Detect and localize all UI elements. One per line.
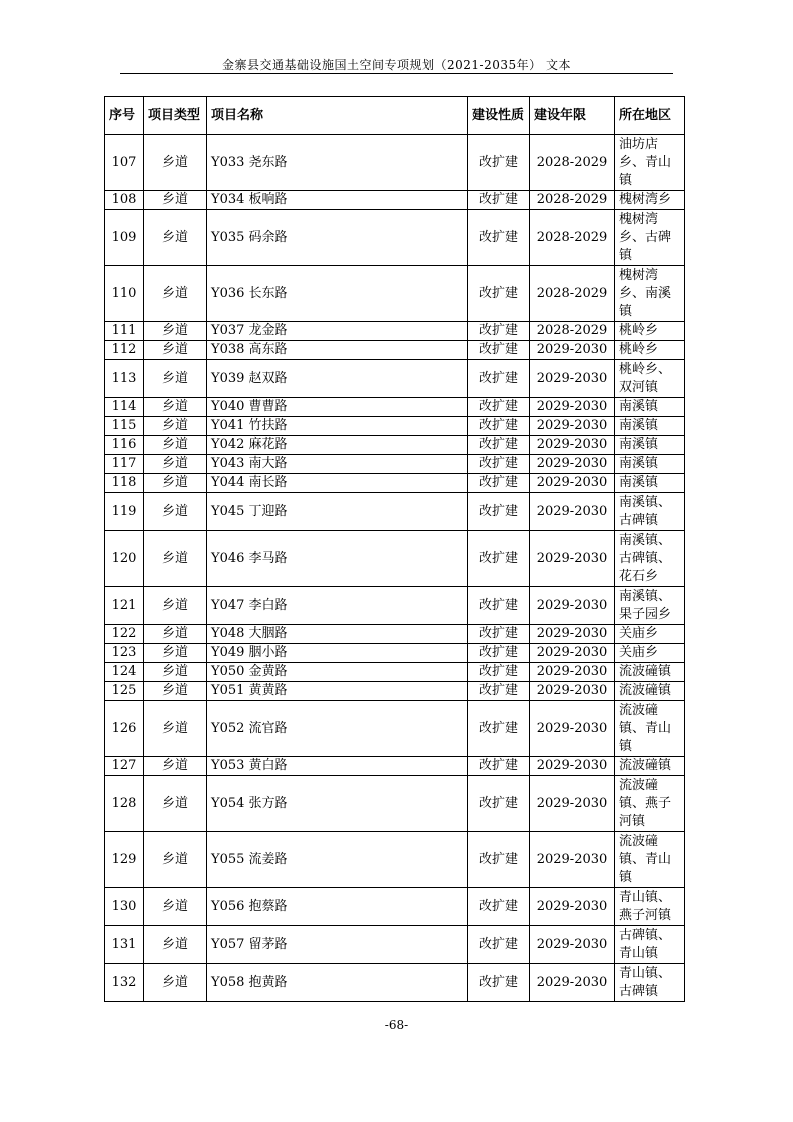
cell-type: 乡道	[144, 135, 207, 191]
col-header-period: 建设年限	[530, 97, 615, 135]
cell-nature: 改扩建	[468, 682, 530, 701]
cell-name: Y036 长东路	[207, 266, 468, 322]
cell-period: 2029-2030	[530, 398, 615, 417]
cell-name: Y035 码余路	[207, 210, 468, 266]
cell-index: 119	[105, 493, 144, 531]
table-row	[105, 341, 685, 360]
cell-type: 乡道	[144, 964, 207, 1002]
table-row	[105, 360, 685, 398]
cell-index: 121	[105, 587, 144, 625]
cell-index: 110	[105, 266, 144, 322]
cell-period: 2029-2030	[530, 663, 615, 682]
col-header-region: 所在地区	[615, 97, 685, 135]
cell-name: Y053 黄白路	[207, 757, 468, 776]
cell-type: 乡道	[144, 701, 207, 757]
cell-nature: 改扩建	[468, 644, 530, 663]
cell-type: 乡道	[144, 682, 207, 701]
cell-period: 2029-2030	[530, 360, 615, 398]
table-row	[105, 682, 685, 701]
cell-index: 123	[105, 644, 144, 663]
table-row	[105, 663, 685, 682]
cell-name: Y043 南大路	[207, 455, 468, 474]
cell-nature: 改扩建	[468, 663, 530, 682]
cell-period: 2028-2029	[530, 322, 615, 341]
cell-index: 112	[105, 341, 144, 360]
table-row	[105, 191, 685, 210]
cell-region: 南溪镇、古碑镇	[615, 493, 685, 531]
table-row	[105, 888, 685, 926]
cell-name: Y049 胭小路	[207, 644, 468, 663]
cell-region: 流波䃥镇、青山镇	[615, 832, 685, 888]
table-row	[105, 135, 685, 191]
cell-index: 124	[105, 663, 144, 682]
cell-index: 128	[105, 776, 144, 832]
cell-nature: 改扩建	[468, 474, 530, 493]
cell-index: 127	[105, 757, 144, 776]
cell-period: 2029-2030	[530, 757, 615, 776]
cell-period: 2029-2030	[530, 701, 615, 757]
col-header-index: 序号	[105, 97, 144, 135]
cell-region: 槐树湾乡	[615, 191, 685, 210]
cell-name: Y038 高东路	[207, 341, 468, 360]
cell-period: 2028-2029	[530, 135, 615, 191]
cell-nature: 改扩建	[468, 587, 530, 625]
table-row	[105, 474, 685, 493]
cell-region: 流波䃥镇、燕子河镇	[615, 776, 685, 832]
cell-period: 2028-2029	[530, 210, 615, 266]
table-row	[105, 644, 685, 663]
cell-nature: 改扩建	[468, 926, 530, 964]
cell-region: 槐树湾乡、南溪镇	[615, 266, 685, 322]
cell-type: 乡道	[144, 776, 207, 832]
document-header: 金寨县交通基础设施国土空间专项规划（2021-2035年） 文本	[222, 58, 571, 72]
table-header-row	[105, 97, 685, 135]
cell-type: 乡道	[144, 757, 207, 776]
cell-name: Y056 抱蔡路	[207, 888, 468, 926]
table-row	[105, 625, 685, 644]
cell-type: 乡道	[144, 210, 207, 266]
table-body	[105, 135, 685, 1002]
cell-nature: 改扩建	[468, 531, 530, 587]
cell-region: 流波䃥镇	[615, 663, 685, 682]
cell-index: 120	[105, 531, 144, 587]
cell-type: 乡道	[144, 493, 207, 531]
table-row	[105, 322, 685, 341]
cell-index: 107	[105, 135, 144, 191]
table-row	[105, 266, 685, 322]
cell-type: 乡道	[144, 398, 207, 417]
table-row	[105, 398, 685, 417]
cell-name: Y041 竹扶路	[207, 417, 468, 436]
cell-type: 乡道	[144, 587, 207, 625]
cell-period: 2029-2030	[530, 625, 615, 644]
table-row	[105, 832, 685, 888]
cell-period: 2029-2030	[530, 455, 615, 474]
cell-region: 流波䃥镇	[615, 682, 685, 701]
cell-index: 117	[105, 455, 144, 474]
col-header-name: 项目名称	[207, 97, 468, 135]
cell-nature: 改扩建	[468, 436, 530, 455]
cell-nature: 改扩建	[468, 398, 530, 417]
cell-name: Y033 尧东路	[207, 135, 468, 191]
cell-nature: 改扩建	[468, 266, 530, 322]
cell-index: 109	[105, 210, 144, 266]
cell-period: 2029-2030	[530, 436, 615, 455]
table-row	[105, 964, 685, 1002]
cell-index: 114	[105, 398, 144, 417]
cell-index: 113	[105, 360, 144, 398]
cell-name: Y039 赵双路	[207, 360, 468, 398]
cell-region: 流波䃥镇	[615, 757, 685, 776]
cell-region: 古碑镇、青山镇	[615, 926, 685, 964]
cell-period: 2029-2030	[530, 776, 615, 832]
cell-nature: 改扩建	[468, 417, 530, 436]
cell-name: Y050 金黄路	[207, 663, 468, 682]
cell-name: Y051 黄黄路	[207, 682, 468, 701]
cell-type: 乡道	[144, 266, 207, 322]
table-row	[105, 926, 685, 964]
cell-region: 关庙乡	[615, 644, 685, 663]
table-row	[105, 455, 685, 474]
table-row	[105, 701, 685, 757]
cell-type: 乡道	[144, 663, 207, 682]
cell-type: 乡道	[144, 417, 207, 436]
cell-index: 111	[105, 322, 144, 341]
table-row	[105, 210, 685, 266]
cell-nature: 改扩建	[468, 701, 530, 757]
cell-nature: 改扩建	[468, 625, 530, 644]
cell-type: 乡道	[144, 625, 207, 644]
cell-name: Y055 流姜路	[207, 832, 468, 888]
cell-region: 桃岭乡	[615, 341, 685, 360]
cell-nature: 改扩建	[468, 135, 530, 191]
table-row	[105, 587, 685, 625]
cell-period: 2029-2030	[530, 417, 615, 436]
cell-index: 115	[105, 417, 144, 436]
cell-region: 槐树湾乡、古碑镇	[615, 210, 685, 266]
cell-name: Y048 大胭路	[207, 625, 468, 644]
cell-index: 116	[105, 436, 144, 455]
cell-type: 乡道	[144, 888, 207, 926]
cell-region: 桃岭乡	[615, 322, 685, 341]
cell-name: Y058 抱黄路	[207, 964, 468, 1002]
cell-nature: 改扩建	[468, 191, 530, 210]
cell-nature: 改扩建	[468, 776, 530, 832]
cell-period: 2028-2029	[530, 191, 615, 210]
cell-nature: 改扩建	[468, 322, 530, 341]
col-header-type: 项目类型	[144, 97, 207, 135]
cell-index: 126	[105, 701, 144, 757]
cell-region: 流波䃥镇、青山镇	[615, 701, 685, 757]
cell-name: Y047 李白路	[207, 587, 468, 625]
cell-name: Y034 板响路	[207, 191, 468, 210]
cell-type: 乡道	[144, 341, 207, 360]
cell-period: 2029-2030	[530, 587, 615, 625]
col-header-nature: 建设性质	[468, 97, 530, 135]
cell-index: 131	[105, 926, 144, 964]
table-row	[105, 417, 685, 436]
table-row	[105, 531, 685, 587]
cell-region: 青山镇、古碑镇	[615, 964, 685, 1002]
cell-period: 2029-2030	[530, 964, 615, 1002]
cell-type: 乡道	[144, 191, 207, 210]
cell-nature: 改扩建	[468, 341, 530, 360]
cell-name: Y044 南长路	[207, 474, 468, 493]
cell-nature: 改扩建	[468, 493, 530, 531]
cell-nature: 改扩建	[468, 832, 530, 888]
cell-region: 桃岭乡、双河镇	[615, 360, 685, 398]
cell-name: Y052 流官路	[207, 701, 468, 757]
cell-index: 122	[105, 625, 144, 644]
cell-type: 乡道	[144, 644, 207, 663]
cell-nature: 改扩建	[468, 455, 530, 474]
cell-type: 乡道	[144, 455, 207, 474]
table-row	[105, 436, 685, 455]
cell-region: 南溪镇	[615, 436, 685, 455]
cell-name: Y046 李马路	[207, 531, 468, 587]
cell-name: Y040 曹曹路	[207, 398, 468, 417]
cell-period: 2029-2030	[530, 832, 615, 888]
cell-index: 132	[105, 964, 144, 1002]
table-row	[105, 493, 685, 531]
cell-index: 118	[105, 474, 144, 493]
cell-name: Y042 麻花路	[207, 436, 468, 455]
cell-type: 乡道	[144, 531, 207, 587]
cell-region: 南溪镇	[615, 398, 685, 417]
cell-period: 2029-2030	[530, 888, 615, 926]
cell-index: 129	[105, 832, 144, 888]
cell-region: 南溪镇	[615, 455, 685, 474]
cell-type: 乡道	[144, 926, 207, 964]
cell-nature: 改扩建	[468, 757, 530, 776]
cell-region: 关庙乡	[615, 625, 685, 644]
cell-region: 青山镇、燕子河镇	[615, 888, 685, 926]
cell-index: 108	[105, 191, 144, 210]
cell-type: 乡道	[144, 832, 207, 888]
cell-region: 南溪镇	[615, 474, 685, 493]
cell-name: Y037 龙金路	[207, 322, 468, 341]
cell-period: 2029-2030	[530, 474, 615, 493]
cell-type: 乡道	[144, 436, 207, 455]
cell-index: 130	[105, 888, 144, 926]
cell-type: 乡道	[144, 360, 207, 398]
header-rule	[120, 73, 673, 74]
page-number: -68-	[384, 1018, 409, 1032]
table-row	[105, 757, 685, 776]
cell-region: 南溪镇、古碑镇、花石乡	[615, 531, 685, 587]
cell-region: 油坊店乡、青山镇	[615, 135, 685, 191]
cell-region: 南溪镇	[615, 417, 685, 436]
cell-name: Y057 留茅路	[207, 926, 468, 964]
cell-period: 2029-2030	[530, 493, 615, 531]
cell-region: 南溪镇、果子园乡	[615, 587, 685, 625]
table-row	[105, 776, 685, 832]
cell-period: 2029-2030	[530, 531, 615, 587]
cell-period: 2029-2030	[530, 341, 615, 360]
cell-index: 125	[105, 682, 144, 701]
cell-nature: 改扩建	[468, 964, 530, 1002]
cell-name: Y045 丁迎路	[207, 493, 468, 531]
cell-type: 乡道	[144, 474, 207, 493]
cell-period: 2029-2030	[530, 644, 615, 663]
cell-type: 乡道	[144, 322, 207, 341]
cell-period: 2028-2029	[530, 266, 615, 322]
cell-period: 2029-2030	[530, 682, 615, 701]
project-table	[104, 96, 685, 1002]
cell-nature: 改扩建	[468, 360, 530, 398]
cell-period: 2029-2030	[530, 926, 615, 964]
cell-nature: 改扩建	[468, 888, 530, 926]
cell-name: Y054 张方路	[207, 776, 468, 832]
cell-nature: 改扩建	[468, 210, 530, 266]
